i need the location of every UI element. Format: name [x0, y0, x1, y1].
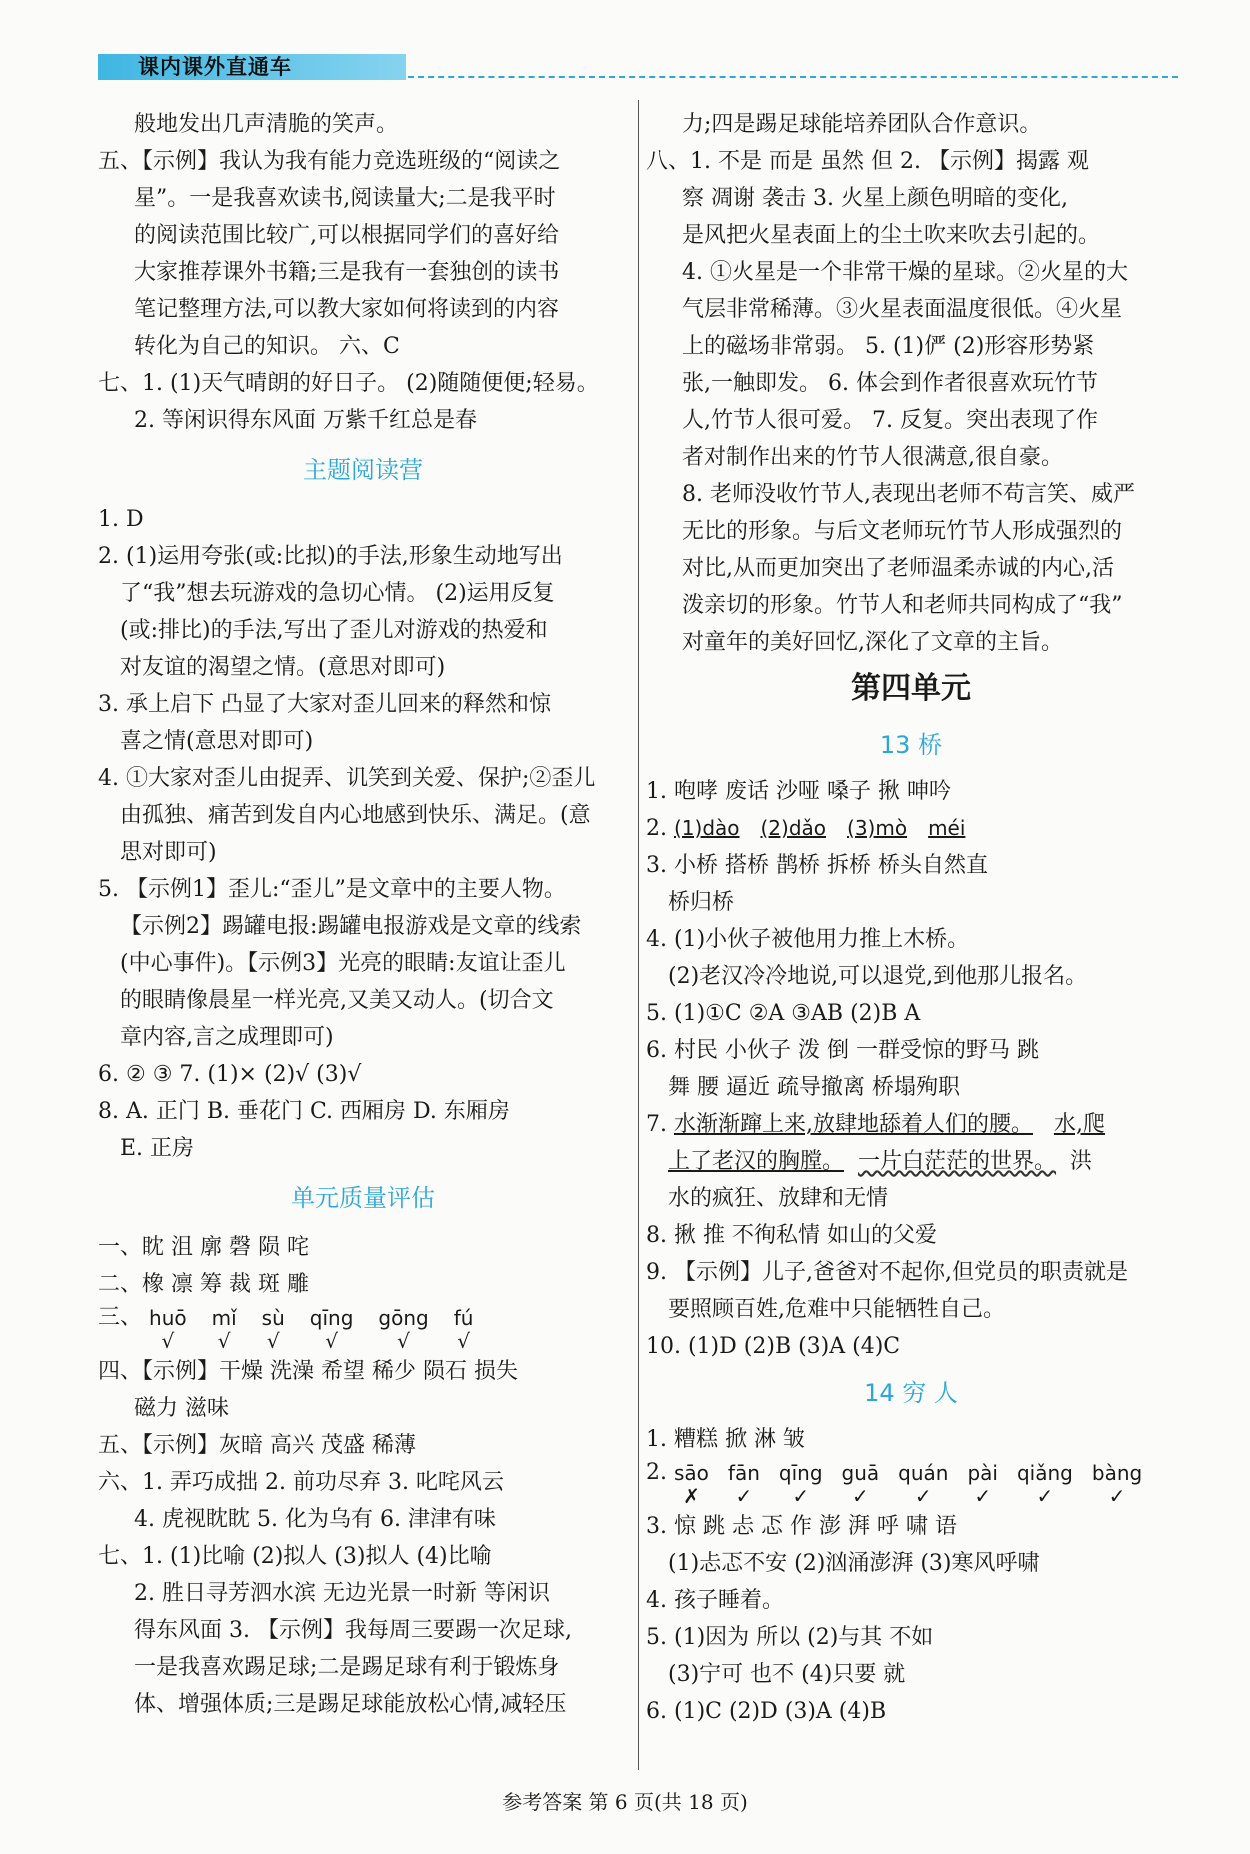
- text-line: 无比的形象。与后文老师玩竹节人形成强烈的: [682, 519, 1123, 544]
- pinyin-item: gōng √: [378, 1306, 429, 1353]
- text-line: 思对即可): [120, 840, 217, 865]
- text-line: 由孤独、痛苦到发自内心地感到快乐、满足。(意: [120, 803, 591, 828]
- text-line: 六、1. 弄巧成拙 2. 前功尽弃 3. 叱咤风云: [98, 1470, 504, 1495]
- text-line: 喜之情(意思对即可): [120, 729, 314, 754]
- text-line: 水的疯狂、放肆和无情: [668, 1186, 889, 1211]
- pinyin-item: sù √: [261, 1306, 285, 1353]
- pinyin-item: huō √: [149, 1306, 187, 1353]
- text-line: 者对制作出来的竹节人很满意,很自豪。: [682, 445, 1063, 470]
- text-line: 6. ② ③ 7. (1)× (2)√ (3)√: [98, 1062, 362, 1087]
- text-line: 5. 【示例1】歪儿:“歪儿”是文章中的主要人物。: [98, 877, 566, 902]
- text-line: 3. 承上启下 凸显了大家对歪儿回来的释然和惊: [98, 692, 551, 717]
- header-dashed-rule: [408, 76, 1178, 78]
- text-line: 【示例2】踢罐电报:踢罐电报游戏是文章的线索: [120, 914, 582, 939]
- column-divider: [638, 100, 639, 1770]
- text-line: 6. (1)C (2)D (3)A (4)B: [646, 1699, 887, 1724]
- text-line: 得东风面 3. 【示例】我每周三要踢一次足球,: [134, 1618, 572, 1643]
- unit-title: 第四单元: [851, 671, 971, 706]
- pinyin-item: quán ✓: [898, 1461, 949, 1508]
- text-line: 的眼睛像晨星一样光亮,又美又动人。(切合文: [120, 988, 554, 1013]
- section-title-assessment: 单元质量评估: [291, 1184, 435, 1212]
- text-line: 4. (1)小伙子被他用力推上木桥。: [646, 927, 970, 952]
- row-label: 三、: [98, 1305, 143, 1330]
- text-line: 星”。一是我喜欢读书,阅读量大;二是我平时: [134, 186, 556, 211]
- pinyin-item: bàng ✓: [1091, 1461, 1143, 1508]
- pinyin-row: 2. sāo ✗ fān ✓ qīng ✓ guā ✓ quán ✓ pài ✓ qiǎng ✓ bàng ✓: [646, 1460, 1143, 1508]
- pinyin-item: sāo ✗: [673, 1461, 709, 1508]
- text-line: 6. 村民 小伙子 泼 倒 一群受惊的野马 跳: [646, 1038, 1039, 1063]
- text-line: 4. ①火星是一个非常干燥的星球。②火星的大: [682, 260, 1128, 285]
- pinyin-item: qīng ✓: [778, 1461, 823, 1508]
- text-line: 二、橡 凛 筹 裁 斑 雕: [98, 1272, 309, 1297]
- text-line: (或:排比)的手法,写出了歪儿对游戏的热爱和: [120, 618, 548, 643]
- text-line: 8. 老师没收竹节人,表现出老师不苟言笑、威严: [682, 482, 1135, 507]
- text-line: 上了老汉的胸膛。 一片白茫茫的世界。 洪: [668, 1149, 1093, 1174]
- text-line: 3. 惊 跳 忐 忑 作 澎 湃 呼 啸 语: [646, 1514, 957, 1539]
- text-line: 5. (1)①C ②A ③AB (2)B A: [646, 1001, 921, 1026]
- section-title-reading: 主题阅读营: [303, 456, 423, 484]
- pinyin-item: guā ✓: [841, 1461, 880, 1508]
- text-line: 对友谊的渴望之情。(意思对即可): [120, 655, 446, 680]
- lesson-title-13: 13 桥: [879, 731, 943, 759]
- text-line: 8. A. 正门 B. 垂花门 C. 西厢房 D. 东厢房: [98, 1099, 510, 1124]
- pinyin-answer-line: 2. (1)dào (2)dǎo (3)mò méi: [646, 816, 966, 841]
- pinyin-row: [98, 1303, 628, 1353]
- page-header: [98, 50, 1178, 80]
- text-line: 是风把火星表面上的尘土吹来吹去引起的。: [682, 223, 1101, 248]
- text-line: 磁力 滋味: [134, 1396, 229, 1421]
- right-column: [646, 106, 1176, 1730]
- text-line: 3. 小桥 搭桥 鹊桥 拆桥 桥头自然直: [646, 853, 988, 878]
- text-line: 2. 胜日寻芳泗水滨 无边光景一时新 等闲识: [134, 1581, 550, 1606]
- text-line: 大家推荐课外书籍;三是我有一套独创的读书: [134, 260, 560, 285]
- text-line: 的阅读范围比较广,可以根据同学们的喜好给: [134, 223, 559, 248]
- pinyin-item: fān ✓: [727, 1461, 760, 1508]
- text-line: 对童年的美好回忆,深化了文章的主旨。: [682, 630, 1063, 655]
- left-column: [98, 106, 628, 1723]
- text-line: (2)老汉冷冷地说,可以退党,到他那儿报名。: [668, 964, 1088, 989]
- text-line: 1. 咆哮 废话 沙哑 嗓子 揪 呻吟: [646, 779, 951, 804]
- text-line: 察 凋谢 袭击 3. 火星上颜色明暗的变化,: [682, 186, 1068, 211]
- text-line: (中心事件)。【示例3】光亮的眼睛:友谊让歪儿: [120, 951, 566, 976]
- text-line: 张,一触即发。 6. 体会到作者很喜欢玩竹节: [682, 371, 1098, 396]
- text-line: 章内容,言之成理即可): [120, 1025, 334, 1050]
- text-line: 4. 虎视眈眈 5. 化为乌有 6. 津津有味: [134, 1507, 496, 1532]
- text-line: 了“我”想去玩游戏的急切心情。 (2)运用反复: [120, 581, 555, 606]
- header-title: 课内课外直通车: [98, 54, 406, 80]
- text-line: 四、【示例】干燥 洗澡 希望 稀少 陨石 损失: [98, 1359, 518, 1384]
- text-line: 一、眈 沮 廓 磬 陨 咤: [98, 1235, 309, 1260]
- text-line: 8. 揪 推 不徇私情 如山的父爱: [646, 1223, 937, 1248]
- text-line: 7. 水渐渐蹿上来,放肆地舔着人们的腰。 水,爬: [646, 1112, 1105, 1137]
- text-line: 1. 糟糕 掀 淋 皱: [646, 1427, 805, 1452]
- page-footer: 参考答案 第 6 页(共 18 页): [502, 1790, 748, 1814]
- text-line: 般地发出几声清脆的笑声。: [134, 112, 399, 137]
- text-line: 体、增强体质;三是踢足球能放松心情,减轻压: [134, 1692, 567, 1717]
- text-line: 五、【示例】灰暗 高兴 茂盛 稀薄: [98, 1433, 416, 1458]
- text-line: 要照顾百姓,危难中只能牺牲自己。: [668, 1297, 1005, 1322]
- text-line: 力;四是踢足球能培养团队合作意识。: [682, 112, 1042, 137]
- text-line: 七、1. (1)比喻 (2)拟人 (3)拟人 (4)比喻: [98, 1544, 492, 1569]
- text-line: 笔记整理方法,可以教大家如何将读到的内容: [134, 297, 559, 322]
- text-line: E. 正房: [120, 1136, 195, 1161]
- text-line: 转化为自己的知识。 六、C: [134, 334, 400, 359]
- text-line: 七、1. (1)天气晴朗的好日子。 (2)随随便便;轻易。: [98, 371, 599, 396]
- text-line: 4. 孩子睡着。: [646, 1588, 784, 1613]
- pinyin-item: mǐ √: [211, 1306, 237, 1353]
- pinyin-item: qīng √: [309, 1306, 354, 1353]
- text-line: (3)宁可 也不 (4)只要 就: [668, 1662, 906, 1687]
- text-line: 舞 腰 逼近 疏导撤离 桥塌殉职: [668, 1075, 960, 1100]
- pinyin-item: pài ✓: [967, 1461, 998, 1508]
- pinyin-item: fú √: [453, 1306, 474, 1353]
- text-line: (1)忐忑不安 (2)汹涌澎湃 (3)寒风呼啸: [668, 1551, 1040, 1576]
- text-line: 五、【示例】我认为我有能力竞选班级的“阅读之: [98, 149, 561, 174]
- text-line: 上的磁场非常弱。 5. (1)俨 (2)形容形势紧: [682, 334, 1095, 359]
- text-line: 1. D: [98, 507, 144, 532]
- text-line: 2. 等闲识得东风面 万紫千红总是春: [134, 408, 477, 433]
- text-line: 4. ①大家对歪儿由捉弄、讥笑到关爱、保护;②歪儿: [98, 766, 596, 791]
- text-line: 10. (1)D (2)B (3)A (4)C: [646, 1334, 901, 1359]
- text-line: 2. (1)运用夸张(或:比拟)的手法,形象生动地写出: [98, 544, 563, 569]
- text-line: 对比,从而更加突出了老师温柔赤诚的内心,活: [682, 556, 1114, 581]
- pinyin-item: qiǎng ✓: [1016, 1461, 1073, 1508]
- text-line: 桥归桥: [668, 890, 735, 915]
- lesson-title-14: 14 穷 人: [864, 1379, 958, 1407]
- text-line: 人,竹节人很可爱。 7. 反复。突出表现了作: [682, 408, 1098, 433]
- text-line: 5. (1)因为 所以 (2)与其 不如: [646, 1625, 934, 1650]
- text-line: 八、1. 不是 而是 虽然 但 2. 【示例】揭露 观: [646, 149, 1089, 174]
- text-line: 9. 【示例】儿子,爸爸对不起你,但党员的职责就是: [646, 1260, 1128, 1285]
- text-line: 一是我喜欢踢足球;二是踢足球有利于锻炼身: [134, 1655, 560, 1680]
- text-line: 泼亲切的形象。竹节人和老师共同构成了“我”: [682, 593, 1123, 618]
- text-line: 气层非常稀薄。③火星表面温度很低。④火星: [682, 297, 1123, 322]
